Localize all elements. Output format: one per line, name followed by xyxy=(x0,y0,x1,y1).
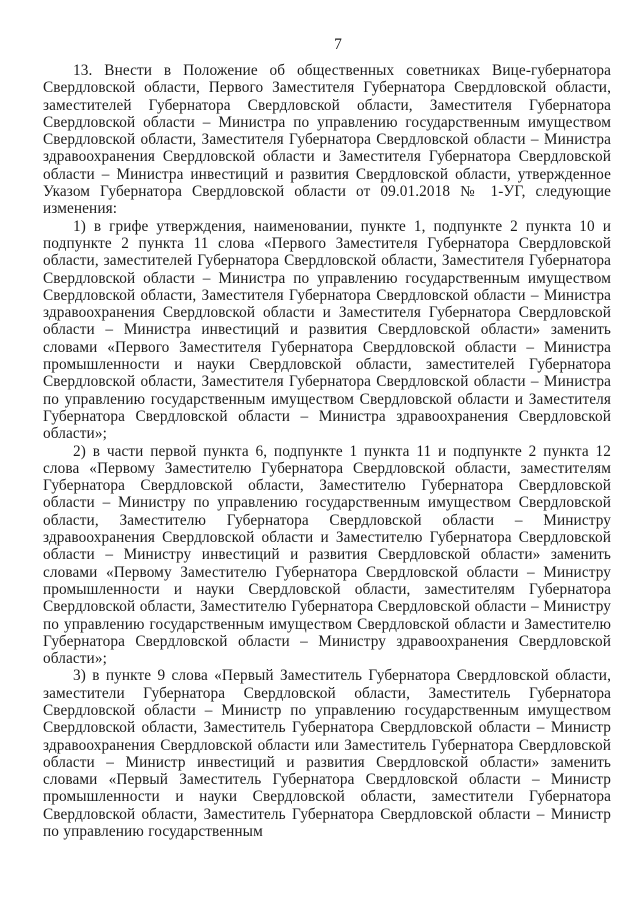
paragraph-amendment-1: 1) в грифе утверждения, наименовании, пункте 1, подпункте 2 пункта 10 и подпункте 2 пункта 11 слова «Первого Заместителя Губернатора Свердловской области, заместителей Губернатора Свердловской области, Заместителя Губернатора Свердловской области – Министра по управлению государственным имуществом Свердловской области, Заместителя Губернатора Свердловской области – Министра здравоохранения Свердловской области и Заместителя Губернатора Свердловской области – Министра инвестиций и развития Свердловской области» заменить словами «Первого Заместителя Губернатора Свердловской области – Министра промышленности и науки Свердловской области, заместителей Губернатора Свердловской области, Заместителя Губернатора Свердловской области – Министра по управлению государственным имуществом Свердловской области и Заместителя Губернатора Свердловской области – Министра здравоохранения Свердловской области»; xyxy=(43,217,611,443)
paragraph-amendment-2: 2) в части первой пункта 6, подпункте 1 пункта 11 и подпункте 2 пункта 12 слова «Первому Заместителю Губернатора Свердловской области, заместителям Губернатора Свердловской области, Заместителю Губернатора Свердловской области – Министру по управлению государственным имуществом Свердловской области, Заместителю Губернатора Свердловской области – Министру здравоохранения Свердловской области и Заместителю Губернатора Свердловской области – Министру инвестиций и развития Свердловской области» заменить словами «Первому Заместителю Губернатора Свердловской области – Министру промышленности и науки Свердловской области, заместителям Губернатора Свердловской области, Заместителю Губернатора Свердловской области – Министру по управлению государственным имуществом Свердловской области и Заместителю Губернатора Свердловской области – Министру здравоохранения Свердловской области»; xyxy=(43,442,611,668)
document-body xyxy=(43,62,611,840)
paragraph-point-13: 13. Внести в Положение об общественных советниках Вице-губернатора Свердловской области, Первого Заместителя Губернатора Свердловской области, заместителей Губернатора Свердловской области, Заместителя Губернатора Свердловской области – Министра по управлению государственным имуществом Свердловской области, Заместителя Губернатора Свердловской области – Министра здравоохранения Свердловской области и Заместителя Губернатора Свердловской области – Министра инвестиций и развития Свердловской области, утвержденное Указом Губернатора Свердловской области от 09.01.2018 № 1-УГ, следующие изменения: xyxy=(43,62,611,218)
paragraph-amendment-3: 3) в пункте 9 слова «Первый Заместитель Губернатора Свердловской области, заместители Губернатора Свердловской области, Заместитель Губернатора Свердловской области – Министр по управлению государственным имуществом Свердловской области, Заместитель Губернатора Свердловской области – Министр здравоохранения Свердловской области или Заместитель Губернатора Свердловской области – Министр инвестиций и развития Свердловской области» заменить словами «Первый Заместитель Губернатора Свердловской области – Министр промышленности и науки Свердловской области, заместители Губернатора Свердловской области, Заместитель Губернатора Свердловской области – Министр по управлению государственным xyxy=(43,667,611,841)
page-number: 7 xyxy=(334,36,342,53)
